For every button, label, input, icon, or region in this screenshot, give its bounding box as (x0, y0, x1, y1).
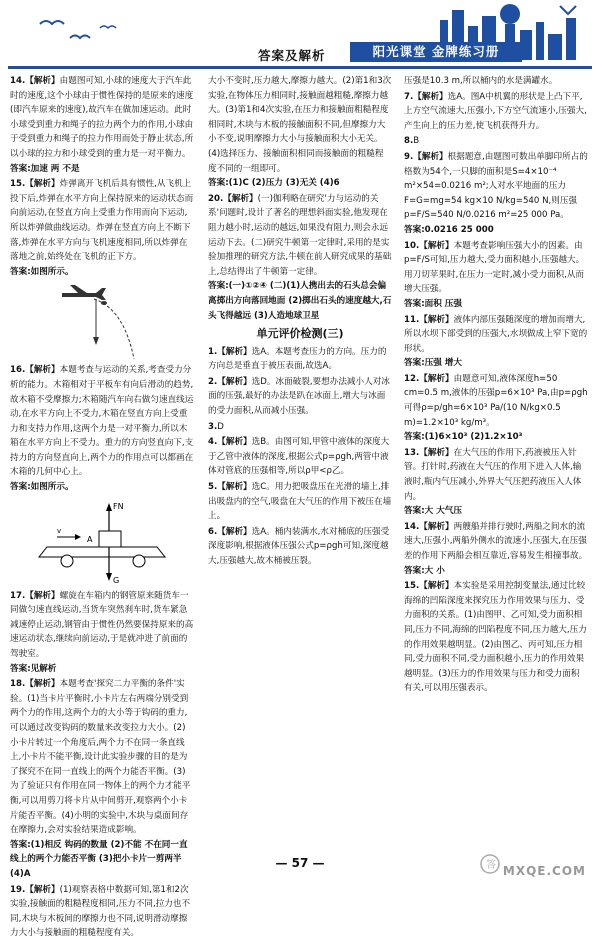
unit-item-5 (208, 480, 392, 524)
analysis-tag: 【解析】 (217, 376, 252, 387)
analysis-tag: 【解析】 (413, 91, 448, 102)
unit-item-12 (404, 372, 588, 445)
item-text: 选D。冰面破裂,要想办法减小人对冰面的压强,最好的办法是趴在冰面上,增大与冰面的受力面积,从而减小压强。 (208, 376, 390, 417)
analysis-tag: 【解析】 (419, 447, 454, 458)
item-answer: 答案:(1)C (2)压力 (3)无关 (4)6 (208, 178, 340, 189)
item-number: 1. (208, 346, 218, 357)
unit-item-2 (208, 375, 392, 419)
item-number: 15. (404, 581, 420, 592)
item-text: 压强是10.3 m,所以桶内的水是满罐水。 (404, 76, 558, 86)
unit-item-7 (404, 90, 588, 134)
item-text: 大小不变时,压力越大,摩擦力越大。(2)第1和3次实验,在物体压力相同时,接触面越粗糙,摩擦力越大。(3)第1和4次实验,在压力和接触面粗糙程度相同时,木块与木板的接触面积不同,但摩擦力大小不变,说明摩擦力大小与接触面积大小无关。(4)选择压力、接触面积相同而接触面的粗糙程度不同的一组即可。 (208, 76, 392, 174)
analysis-tag: 【解析】 (25, 679, 60, 690)
unit-item-14 (404, 520, 588, 578)
item-text: 选A。桶内装满水,水对桶底的压强受深度影响,根据液体压强公式p=ρgh可知,深度越大,压强越大,故木桶被压裂。 (208, 526, 390, 566)
answer-item-18 (10, 677, 194, 881)
unit-item-3 (208, 420, 392, 435)
item-text: D (217, 421, 224, 432)
item-number: 9. (404, 151, 414, 162)
cart-forces-figure (27, 497, 177, 587)
item-text: 本题考查影响压强大小的因素。由p=F/S可知,压力越大,受力面积越小,压强越大。用刀切苹果时,在压力一定时,减小受力面积,从而增大压强。 (404, 240, 585, 295)
analysis-tag: 【解析】 (217, 526, 252, 537)
item-number: 8. (404, 136, 414, 147)
item-number: 20. (208, 193, 224, 204)
item-text: 根据题意,由题图可数出单脚印所占的格数为54个,一只脚的面积是S=4×10⁻⁴ m²×54=0.0216 m²;人对水平地面的压力F=G=mg=54 kg×10 N/kg=540 N,则压强p=F/S=540 N/0.0216 m²=25 000 Pa。 (404, 151, 588, 221)
item-number: 13. (404, 447, 420, 458)
analysis-tag: 【解析】 (25, 365, 60, 376)
item-number: 17. (10, 590, 26, 601)
item-number: 2. (208, 376, 218, 387)
item-number: 5. (208, 482, 218, 493)
analysis-tag: 【解析】 (25, 179, 60, 190)
unit-item-1 (208, 345, 392, 374)
answer-item-19 (10, 883, 194, 941)
item-text: 由题意可知,液体深度h=50 cm=0.5 m,液体的压强p=6×10³ Pa,由p=ρgh可得ρ=p/gh=6×10³ Pa/(10 N/kg×0.5 m)=1.2×10³ kg/m³。 (404, 373, 588, 428)
answer-item-17 (10, 589, 194, 677)
column-3 (404, 74, 588, 854)
analysis-tag: 【解析】 (25, 884, 60, 895)
item-answer: 答案:0.0216 25 000 (404, 224, 494, 235)
unit-section-title: 单元评价检测(三) (256, 327, 344, 341)
analysis-tag: 【解析】 (419, 521, 454, 532)
unit-item-8 (404, 134, 588, 149)
item-number: 11. (404, 314, 420, 325)
svg-text:G: G (113, 575, 120, 585)
answer-item-16 (10, 363, 194, 586)
item-answer: 答案:(1)6×10³ (2)1.2×10³ (404, 432, 523, 443)
item-text: 在大气压的作用下,药液被压入针管。打针时,药液在大气压的作用下进入人体,输液时,瓶内气压减小,外界大气压把药液压入人体内。 (404, 447, 582, 502)
item-text: 选A。本题考查压力的方向。压力的方向总是垂直于被压表面,故选A。 (208, 346, 387, 372)
item-number: 3. (208, 421, 218, 432)
answer-item-20 (208, 192, 392, 323)
item-answer: 答案:加速 两 不是 (10, 163, 80, 174)
page-header (0, 0, 600, 70)
item-answer: 答案:压强 增大 (404, 358, 462, 369)
item-text: (一)伽利略在研究'力与运动的关系'问题时,设计了著名的理想斜面实验,他发现在阻力越小时,运动的越远,如果没有阻力,则会永远运动下去。(二)研究牛顿第一定律时,采用的是实验加推理的研究方法,牛顿在前人研究成果的基础上,总结得出了牛顿第一定律。 (208, 193, 392, 277)
item-text: 炸弹离开飞机后具有惯性,从飞机上投下后,炸弹在水平方向上保持原来的运动状态而向前运动,在竖直方向上受重力作用而向下运动,所以炸弹做曲线运动。炸弹在竖直方向上不断下落,炸弹在水平方向与飞机速度相同,所以炸弹在落地之前,始终处在飞机的正下方。 (10, 179, 194, 263)
analysis-tag: 【解析】 (413, 151, 448, 162)
analysis-tag: 【解析】 (419, 240, 454, 251)
answer-item-19-cont (208, 74, 392, 191)
item-number: 4. (208, 437, 218, 448)
header-title: 答案及解析 (258, 48, 326, 63)
item-text: 本题考查与运动的关系,考查受力分析的能力。木箱相对于平板车有向后滑动的趋势,故木箱不受摩擦力;木箱随汽车向右做匀速直线运动,在水平方向上不受力,木箱在竖直方向上受重力和支持力作用,这两个力是一对平衡力,所以木箱在水平方向上不受力。重力的方向竖直向下,支持力的方向竖直向上,两个力的作用点可以都画在木箱的几何中心上。 (10, 365, 194, 478)
analysis-tag: 【解析】 (217, 346, 252, 357)
item-number: 14. (404, 521, 420, 532)
unit-item-9 (404, 150, 588, 238)
item-text: 液体内部压强随深度的增加而增大,所以水坝下部受到的压强大,水坝做成上窄下宽的形状。 (404, 314, 588, 354)
item-number: 14. (10, 76, 26, 86)
item-text: 由题图可知,小球的速度大于汽车此时的速度,这个小球由于惯性保持的是原来的速度(即汽车原来的速度),故汽车在做加速运动。此时小球受到重力和绳子的拉力两个力的作用,小球由于受到重力和绳子的拉力作用而处于静止状态,所以小球的拉力和小球受到的重力是一对平衡力。 (10, 76, 194, 159)
item-answer: 答案:(1)相反 钩码的数量 (2)不能 不在同一直线上的两个力能否平衡 (3)把小卡片一剪两半 (4)A (10, 839, 188, 879)
analysis-tag: 【解析】 (25, 76, 60, 86)
analysis-tag: 【解析】 (25, 590, 60, 601)
analysis-tag: 【解析】 (217, 437, 252, 448)
item-answer: 答案:面积 压强 (404, 298, 462, 309)
item-number: 6. (208, 526, 218, 537)
analysis-tag: 【解析】 (419, 581, 454, 592)
item-number: 15. (10, 179, 26, 190)
unit-item-6 (208, 525, 392, 569)
svg-text:A: A (87, 534, 93, 544)
answer-item-14 (10, 74, 194, 176)
svg-text:答: 答 (486, 860, 496, 871)
item-number: 10. (404, 240, 420, 251)
item-text: (1)观察表格中数据可知,第1和2次实验,接触面的粗糙程度相同,压力不同,拉力也不同,木块与木板间的摩擦力也不同,说明滑动摩擦力大小与接触面的粗糙程度有关。 (10, 884, 191, 939)
unit-item-6-cont (404, 74, 588, 89)
item-number: 16. (10, 365, 26, 376)
item-text: 本实验是采用控制变量法,通过比较海绵的凹陷深度来探究压力作用效果与压力、受力面积的关系。(1)由图甲、乙可知,受力面积相同,压力不同,海绵的凹陷程度不同,压力越大,压力的作用效果越明显。(2)由图乙、丙可知,压力相同,受力面积不同,受力面积越小,压力的作用效果越明显。(3)压力的作用效果与压力和受力面积有关,可以用压强表示。 (404, 581, 587, 694)
unit-item-13 (404, 446, 588, 519)
column-1 (10, 74, 194, 939)
item-number: 12. (404, 373, 420, 384)
watermark-text: MXQE.COM (502, 864, 586, 878)
analysis-tag: 【解析】 (419, 373, 454, 384)
item-number: 7. (404, 91, 414, 102)
header-rule (8, 66, 592, 69)
item-answer: 答案:(一)①②④ (二)(1)人携出去的石头总会偏离掷出方向落回地面 (2)掷出石头的速度越大,石头飞得越远 (3)人造地球卫星 (208, 281, 392, 321)
item-text: B (413, 136, 420, 147)
item-text: 选B。由图可知,甲管中液体的深度大于乙管中液体的深度,根据公式p=ρgh,两管中液体对管底的压强相等,所以ρ甲<ρ乙。 (208, 437, 390, 477)
item-answer: 答案:大 大气压 (404, 506, 462, 517)
analysis-tag: 【解析】 (419, 314, 454, 325)
column-2 (208, 74, 392, 854)
item-number: 19. (10, 884, 26, 895)
unit-item-15 (404, 579, 588, 696)
answer-item-15 (10, 177, 194, 361)
analysis-tag: 【解析】 (217, 482, 252, 493)
item-answer: 答案:如图所示。 (10, 266, 74, 277)
header-series-banner: 阳光课堂 金牌练习册 (350, 42, 522, 62)
item-text: 螺旋在车箱内的钢管原来随货车一同做匀速直线运动,当货车突然刹车时,货车紧急减速停止运动,钢管由于惯性仍然要保持原来的高速运动状态,继续向前运动,于是就冲进了前面的驾驶室。 (10, 590, 194, 660)
svg-text:FN: FN (113, 501, 124, 511)
svg-text:v: v (57, 526, 62, 535)
unit-item-11 (404, 313, 588, 371)
item-text: 两艘船并排行驶时,两船之间水的流速大,压强小,两船外侧水的流速小,压强大,在压强差的作用下两船会相互靠近,容易发生相撞事故。 (404, 521, 588, 561)
item-text: 本题考查'探究二力平衡的条件'实验。(1)当卡片平衡时,小卡片左右两端分别受到两个力的作用,这两个力的大小等于钩码的重力,可以通过改变钩码的数量来改变拉力大小。(2)小卡片转过一个角度后,两个力不在同一条直线上,小卡片不能平衡,设计此实验步骤的目的是为了探究不在同一直线上的两个力能否平衡。(3)为了验证只有作用在同一物体上的两个力才能平衡,可以用剪刀将卡片从中间剪开,观察两个小卡片能否平衡。(4)小明的实验中,木块与桌面间存在摩擦力,会对实验结果造成影响。 (10, 679, 191, 836)
item-answer: 答案:如图所示。 (10, 482, 74, 493)
unit-item-10 (404, 239, 588, 312)
item-text: 选A。图A中机翼的形状是上凸下平,上方空气流速大,压强小,下方空气流速小,压强大,产生向上的压力差,使飞机获得升力。 (404, 91, 587, 131)
item-answer: 答案:大 小 (404, 565, 445, 576)
airplane-bomb-figure (32, 281, 172, 361)
item-text: 选C。用力把吸盘压在光滑的墙上,排出吸盘内的空气,吸盘在大气压的作用下被压在墙上。 (208, 482, 392, 522)
item-number: 18. (10, 679, 26, 690)
page-number: — 57 — (275, 856, 325, 870)
item-answer: 答案:见解析 (10, 663, 57, 674)
unit-item-4 (208, 435, 392, 479)
analysis-tag: 【解析】 (223, 193, 258, 204)
